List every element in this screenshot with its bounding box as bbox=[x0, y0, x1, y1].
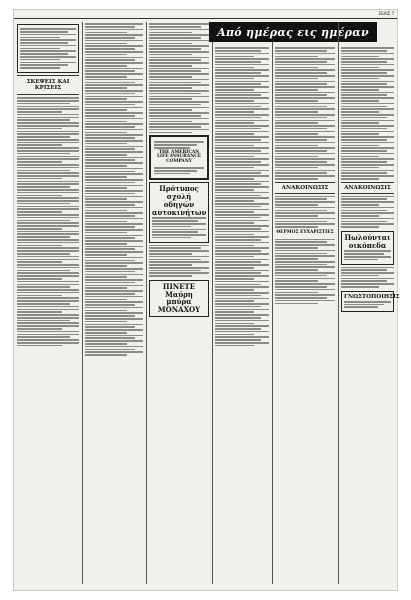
insurance-company-name: THE AMERICAN LIFE INSURANCE COMPANY bbox=[156, 149, 202, 165]
land-sale-title: Πωλούνται οικόπεδα bbox=[344, 232, 391, 250]
column-2 bbox=[85, 22, 143, 584]
column-4 bbox=[215, 46, 269, 584]
column-6 bbox=[341, 46, 400, 584]
column-5 bbox=[275, 46, 335, 584]
thanks-heading: ΘΕΡΜΟΣ ΕΥΧΑΡΙΣΤΙΕΣ bbox=[276, 229, 334, 235]
column-banner: Από ημέρας εις ημέραν bbox=[209, 22, 377, 42]
article-placeholder bbox=[341, 267, 394, 288]
article-placeholder bbox=[149, 245, 209, 277]
driving-school-title: Πρότυπος σχολή οδηγών αυτοκινήτων bbox=[152, 184, 207, 217]
article-placeholder bbox=[275, 47, 335, 179]
insurance-ad bbox=[149, 135, 209, 180]
announcements-heading: ΑΝΑΚΟΙΝΩΣΙΣ bbox=[281, 184, 329, 191]
article-placeholder bbox=[275, 196, 335, 228]
beer-ad-title: ΠΙΝΕΤΕ Μαύρη μπύρα ΜΟΝΑΧΟΥ bbox=[157, 281, 201, 314]
article-placeholder bbox=[85, 23, 143, 356]
page-header-bar bbox=[14, 10, 397, 19]
article-placeholder bbox=[17, 97, 79, 346]
land-sale-ad bbox=[341, 231, 394, 265]
article-placeholder bbox=[149, 23, 209, 133]
column-3 bbox=[149, 22, 209, 584]
newspaper-page bbox=[14, 10, 400, 590]
masthead-box bbox=[17, 24, 79, 73]
column-1 bbox=[17, 22, 79, 584]
page-number: ΣΕΛΙΣ 7 bbox=[378, 11, 394, 16]
article-placeholder bbox=[341, 196, 394, 228]
article-placeholder bbox=[341, 47, 394, 179]
notice-box bbox=[341, 291, 400, 313]
section-heading: ΣΚΕΨΕΙΣ ΚΑΙ ΚΡΙΣΕΙΣ bbox=[26, 78, 70, 92]
notice-box-title: ΓΝΩΣΤΟΠΟΙΗΣΙΣ bbox=[344, 293, 400, 300]
driving-school-ad bbox=[149, 182, 209, 242]
beer-ad bbox=[149, 280, 209, 317]
article-placeholder bbox=[215, 47, 269, 346]
notice-heading: ΑΝΑΚΟΙΝΩΣΙΣ bbox=[344, 184, 391, 191]
article-placeholder bbox=[275, 239, 335, 305]
